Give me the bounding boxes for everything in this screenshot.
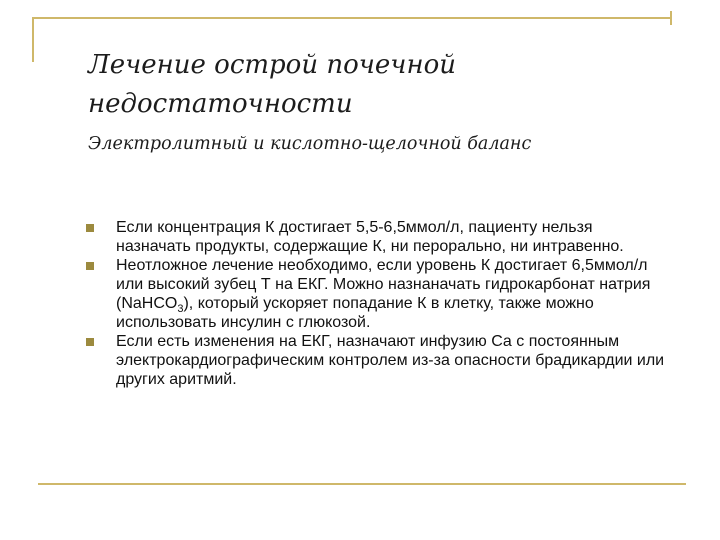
square-bullet-icon [86, 224, 94, 232]
title-line-2: недостаточности [88, 89, 353, 119]
bullet-text-2-before: Неотложное лечение необходимо, если уровень К достигает 6,5ммол/л или высокий зубец Т на ЕКГ. Можно назнаначать гидрокарбонат натрия (NaHCO [116, 257, 651, 312]
frame-bottom-line [38, 483, 686, 485]
bullet-text-3: Если есть изменения на ЕКГ, назначают инфузию Са с постоянным электрокардиографическим контролем из-за опасности брадикардии или других аритмий. [116, 333, 665, 388]
bullet-text-2-subscript: 3 [177, 303, 184, 316]
title-line-1: Лечение острой почечной [88, 50, 456, 80]
frame-right-tick [670, 11, 672, 25]
square-bullet-icon [86, 262, 94, 270]
bullet-item-1 [86, 218, 666, 256]
frame-top-line [32, 17, 672, 19]
bullet-list [86, 218, 666, 389]
bullet-text-2-after: ), который ускоряет попадание К в клетку, также можно использовать инсулин с глюкозой. [116, 295, 594, 331]
bullet-text-1: Если концентрация К достигает 5,5-6,5ммол/л, пациенту нельзя назначать продукты, содержащие К, ни перорально, ни интравенно. [116, 219, 624, 255]
slide-subtitle: Электролитный и кислотно-щелочной баланс [88, 134, 532, 154]
bullet-item-2 [86, 256, 666, 332]
square-bullet-icon [86, 338, 94, 346]
frame-left-line [32, 17, 34, 62]
slide-title [88, 46, 678, 124]
bullet-item-3 [86, 332, 666, 389]
